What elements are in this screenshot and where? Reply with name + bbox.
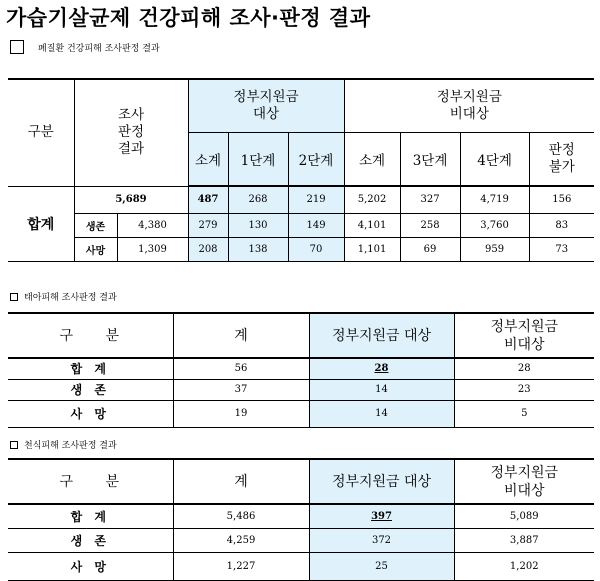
sub-level3: 3단계 [400, 132, 460, 186]
cell-support [309, 504, 454, 528]
sub-undetermined-line: 불가 [548, 158, 575, 175]
row-label: 생 존 [8, 379, 173, 400]
cell-subtotal: 279 [188, 213, 228, 237]
checkbox-icon [10, 40, 24, 54]
cell-total: 4,259 [173, 528, 309, 552]
cell-support: 372 [309, 528, 454, 552]
table-row [8, 379, 594, 400]
col-gubun: 구 분 [8, 313, 173, 358]
section1-heading [10, 40, 160, 54]
col-result [74, 79, 188, 186]
col-result-line: 판정 [117, 124, 145, 141]
group-nonsupport [344, 79, 594, 132]
table-row [8, 400, 594, 427]
checkbox-icon [10, 441, 18, 449]
cell-level1: 130 [228, 213, 288, 237]
cell-result: 1,309 [117, 237, 188, 261]
cell-subtotal: 487 [188, 186, 228, 213]
cell-support-value: 397 [371, 510, 392, 522]
sub-undetermined-line: 판정 [548, 141, 575, 158]
group-support-line: 대상 [252, 105, 280, 122]
col-nonsupport-line: 비대상 [503, 482, 545, 499]
cell-support: 25 [309, 552, 454, 580]
cell-total: 5,486 [173, 504, 309, 528]
col-gubun: 구분 [8, 79, 74, 186]
cell-subtotal: 208 [188, 237, 228, 261]
col-nonsupport-line: 정부지원금 [490, 464, 559, 481]
cell-subtotal2: 1,101 [344, 237, 400, 261]
cell-total: 1,227 [173, 552, 309, 580]
cell-level3: 258 [400, 213, 460, 237]
group-nonsupport-line: 비대상 [449, 105, 489, 122]
cell-support: 14 [309, 379, 454, 400]
sub-level1: 1단계 [228, 132, 288, 186]
col-result-line: 결과 [117, 141, 145, 158]
section2-heading-text: 태아피해 조사판정 결과 [24, 293, 117, 303]
section1-heading-text: 폐질환 건강피해 조사판정 결과 [38, 43, 160, 54]
cell-level4: 3,760 [460, 213, 529, 237]
sub-undetermined [529, 132, 594, 186]
table-row [8, 552, 594, 580]
lung-damage-table [8, 78, 594, 262]
cell-nonsupport: 1,202 [454, 552, 594, 580]
cell-result: 4,380 [117, 213, 188, 237]
row-label: 생존 [74, 213, 117, 237]
group-support-line: 정부지원금 [233, 88, 299, 105]
col-support: 정부지원금 대상 [309, 313, 454, 358]
sub-subtotal: 소계 [188, 132, 228, 186]
cell-total: 19 [173, 400, 309, 427]
cell-level4: 4,719 [460, 186, 529, 213]
table-row [8, 358, 594, 379]
cell-subtotal2: 4,101 [344, 213, 400, 237]
table-row [8, 504, 594, 528]
cell-nonsupport: 5 [454, 400, 594, 427]
sub-level2: 2단계 [288, 132, 344, 186]
cell-level2: 219 [288, 186, 344, 213]
cell-total: 56 [173, 358, 309, 379]
col-total: 계 [173, 313, 309, 358]
col-nonsupport-line: 비대상 [503, 336, 545, 353]
col-nonsupport-line: 정부지원금 [490, 318, 559, 335]
cell-support: 14 [309, 400, 454, 427]
section2-heading [10, 290, 117, 303]
group-nonsupport-line: 정부지원금 [436, 88, 502, 105]
col-nonsupport [454, 459, 594, 504]
col-support: 정부지원금 대상 [309, 459, 454, 504]
table-row [8, 237, 594, 261]
cell-level2: 70 [288, 237, 344, 261]
row-label: 합 계 [8, 358, 173, 379]
row-label: 합 계 [8, 504, 173, 528]
col-nonsupport [454, 313, 594, 358]
table-row [8, 213, 594, 237]
table-row [8, 186, 594, 213]
cell-level4: 959 [460, 237, 529, 261]
cell-level2: 149 [288, 213, 344, 237]
cell-total: 37 [173, 379, 309, 400]
section3-heading-text: 천식피해 조사판정 결과 [24, 441, 117, 451]
sub-level4: 4단계 [460, 132, 529, 186]
cell-nonsupport: 28 [454, 358, 594, 379]
cell-level1: 138 [228, 237, 288, 261]
col-result-line: 조사 [117, 107, 145, 124]
row-label: 사 망 [8, 400, 173, 427]
cell-result: 5,689 [74, 186, 188, 213]
page-title: 가습기살균제 건강피해 조사·판정 결과 [6, 6, 371, 30]
col-total: 계 [173, 459, 309, 504]
cell-level3: 327 [400, 186, 460, 213]
col-gubun: 구 분 [8, 459, 173, 504]
cell-nonsupport: 5,089 [454, 504, 594, 528]
group-support [188, 79, 344, 132]
cell-undetermined: 73 [529, 237, 594, 261]
checkbox-icon [10, 293, 18, 301]
fetal-damage-table [8, 312, 594, 428]
asthma-damage-table [8, 458, 594, 581]
cell-subtotal2: 5,202 [344, 186, 400, 213]
sub-subtotal2: 소계 [344, 132, 400, 186]
row-label: 사망 [74, 237, 117, 261]
row-label: 생 존 [8, 528, 173, 552]
cell-nonsupport: 23 [454, 379, 594, 400]
cell-level3: 69 [400, 237, 460, 261]
cell-undetermined: 83 [529, 213, 594, 237]
section3-heading [10, 438, 117, 451]
row-label: 사 망 [8, 552, 173, 580]
table-row [8, 528, 594, 552]
cell-nonsupport: 3,887 [454, 528, 594, 552]
cell-level1: 268 [228, 186, 288, 213]
cell-support [309, 358, 454, 379]
cell-support-value: 28 [374, 363, 389, 375]
cell-undetermined: 156 [529, 186, 594, 213]
row-group-label: 합계 [8, 186, 74, 261]
